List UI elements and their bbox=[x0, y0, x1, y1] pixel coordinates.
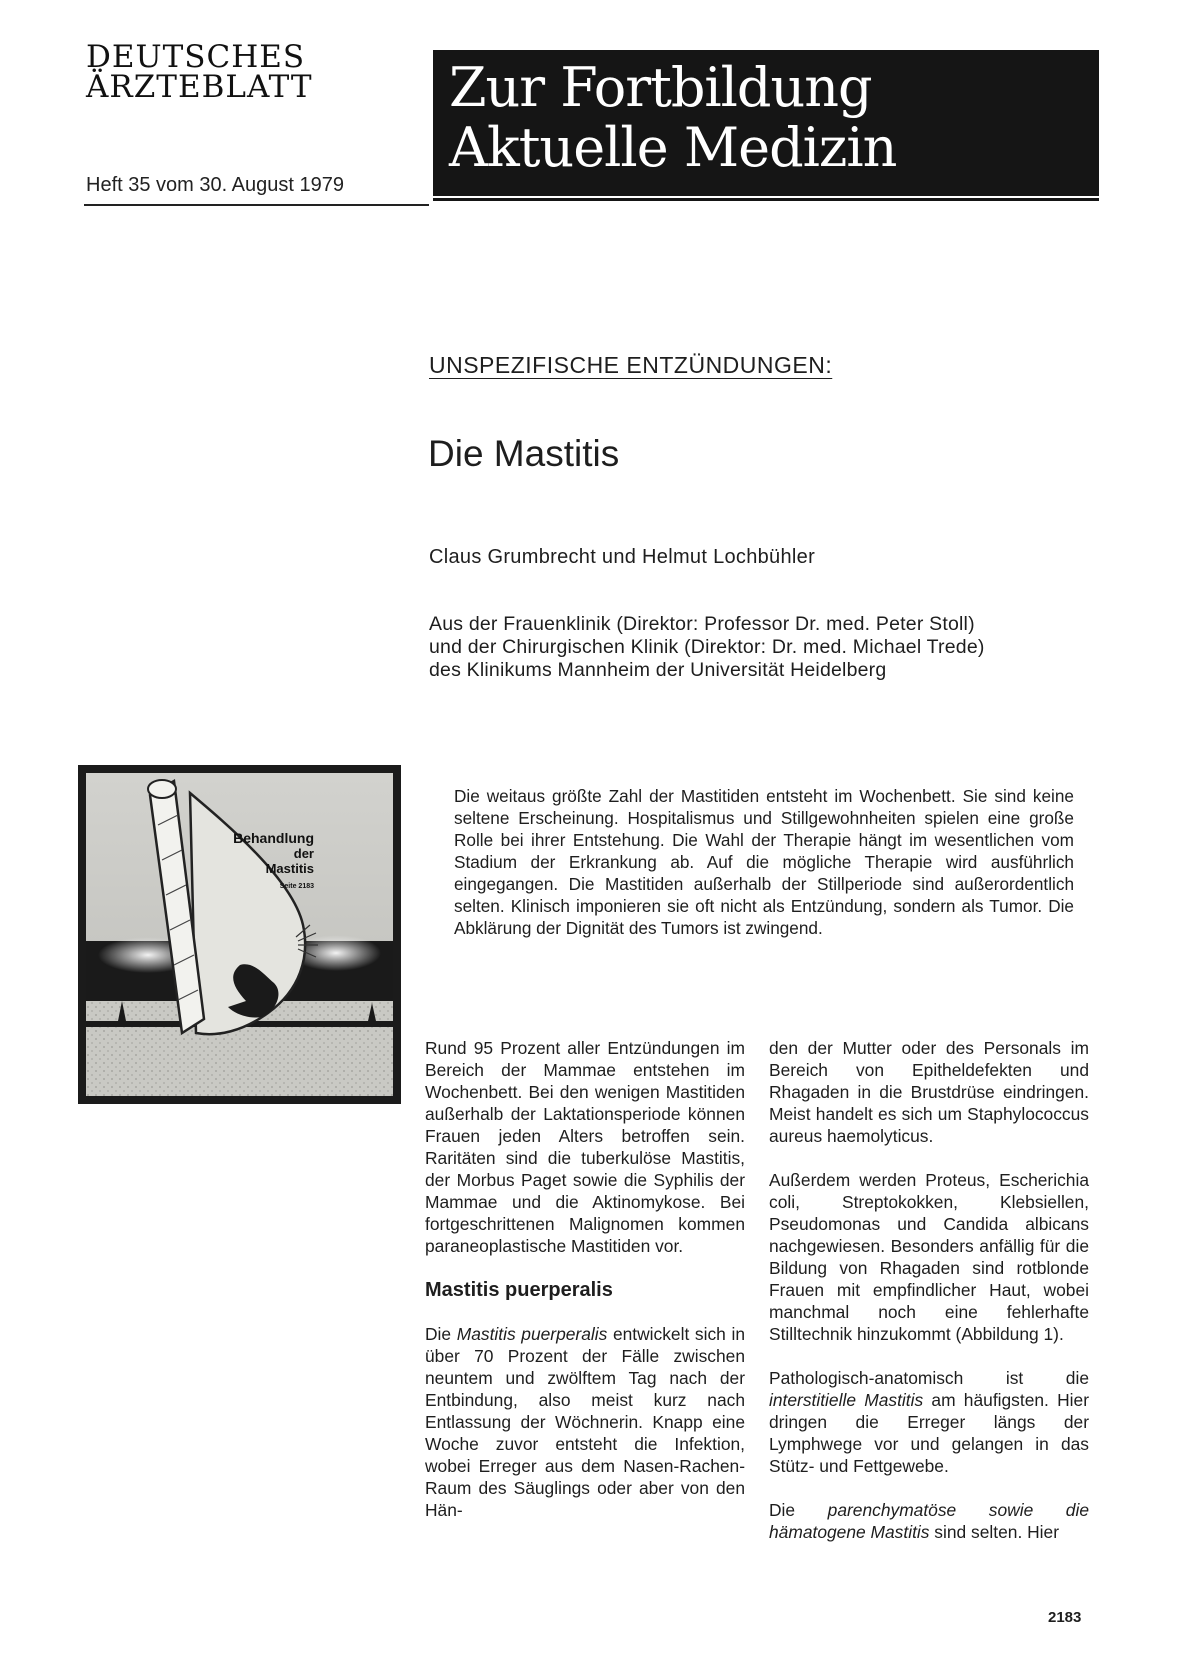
affiliation-line: Aus der Frauenklinik (Direktor: Professor Dr. med. Peter Stoll) bbox=[429, 613, 975, 635]
affiliation-line: des Klinikums Mannheim der Universität Heidelberg bbox=[429, 659, 887, 681]
article-authors: Claus Grumbrecht und Helmut Lochbühler bbox=[429, 546, 816, 568]
body-column-left bbox=[425, 1037, 745, 1543]
article-kicker: UNSPEZIFISCHE ENTZÜNDUNGEN: bbox=[429, 352, 833, 378]
cover-title-line1: Behandlung bbox=[233, 830, 314, 846]
italic-term: interstitielle Mastitis bbox=[769, 1390, 924, 1410]
affiliation-line: und der Chirurgischen Klinik (Direktor: Dr. med. Michael Trede) bbox=[429, 636, 985, 658]
text-run: am häufigsten. Hier dringen die Erreger längs der Lymphwege vor und gelangen in das Stütz- und Fettgewebe. bbox=[769, 1390, 1090, 1476]
text-run: entwickelt sich in über 70 Prozent der Fälle zwischen neuntem und zwölftem Tag nach der Entbindung, also meist kurz nach Entlassung der Wöchnerin. Knapp eine Woche zuvor entsteht die Infektion, wobei Erreger aus dem Nasen-Rachen-Raum des Säuglings oder aber von den Hän- bbox=[425, 1324, 746, 1520]
section-banner-line2: Aktuelle Medizin bbox=[449, 116, 897, 179]
cover-code: Seite 2183 bbox=[279, 883, 314, 890]
article-affiliation bbox=[429, 613, 985, 682]
cover-title-line2: der bbox=[293, 846, 314, 861]
section-banner-line1: Zur Fortbildung bbox=[449, 56, 872, 119]
body-paragraph bbox=[769, 1499, 1089, 1543]
text-run: Pathologisch-anatomisch ist die bbox=[769, 1368, 1089, 1388]
cover-illustration bbox=[78, 765, 401, 1104]
body-paragraph: Außerdem werden Proteus, Escherichia coli, Streptokokken, Klebsiellen, Pseudomonas und Candida albicans nachgewiesen. Besonders anfällig für die Bildung von Rhagaden sind rotblonde Frauen mit empfindlicher Haut, wobei manchmal noch eine fehlerhafte Stilltechnik hinzukommt (Abbildung 1). bbox=[769, 1170, 1089, 1344]
page-number: 2183 bbox=[1048, 1609, 1082, 1626]
section-heading: Mastitis puerperalis bbox=[425, 1279, 613, 1301]
journal-name-line1: DEUTSCHES bbox=[86, 39, 306, 75]
italic-term: parenchymatöse sowie die hämatogene Mastitis bbox=[769, 1500, 1089, 1542]
text-run: Die bbox=[425, 1324, 457, 1344]
section-banner bbox=[433, 50, 1099, 196]
body-paragraph bbox=[769, 1367, 1089, 1477]
journal-name-line2: ÄRZTEBLATT bbox=[86, 69, 313, 105]
italic-term: Mastitis puerperalis bbox=[456, 1324, 608, 1344]
text-run: sind selten. Hier bbox=[929, 1522, 1059, 1542]
text-run: Die bbox=[769, 1500, 828, 1520]
breast-anatomy-illustration bbox=[78, 765, 401, 1104]
article-abstract: Die weitaus größte Zahl der Mastitiden entsteht im Wochenbett. Sie sind keine seltene Erscheinung. Hospitalismus und Stillgewohnheiten spielen eine große Rolle bei ihrer Entstehung. Die Wahl der Therapie hängt im wesentlichen vom Stadium der Erkrankung ab. Auf die mögliche Therapie wird ausführlich eingegangen. Die Mastitiden außerhalb der Stillperiode sind außerordentlich selten. Klinisch imponieren sie oft nicht als Entzündung, sondern als Tumor. Die Abklärung der Dignität des Tumors ist zwingend. bbox=[454, 786, 1074, 938]
journal-masthead bbox=[86, 39, 416, 105]
body-column-right bbox=[769, 1037, 1089, 1565]
body-paragraph: den der Mutter oder des Personals im Bereich von Epitheldefekten und Rhagaden in die Brustdrüse eindringen. Meist handelt es sich um Staphylococcus aureus haemolyticus. bbox=[769, 1038, 1089, 1146]
cover-title-line3: Mastitis bbox=[265, 861, 314, 876]
article-title: Die Mastitis bbox=[428, 433, 620, 474]
issue-date: Heft 35 vom 30. August 1979 bbox=[86, 174, 344, 196]
masthead-rule bbox=[84, 204, 429, 206]
body-paragraph: Rund 95 Prozent aller Entzündungen im Bereich der Mammae entstehen im Wochenbett. Bei den wenigen Mastitiden außerhalb der Laktationsperiode können Frauen jeden Alters betroffen sein. Raritäten sind die tuberkulöse Mastitis, der Morbus Paget sowie die Syphilis der Mammae und die Aktinomykose. Bei fortgeschrittenen Malignomen kommen paraneoplastische Mastitiden vor. bbox=[425, 1038, 745, 1256]
body-paragraph bbox=[425, 1323, 745, 1521]
section-banner-rule bbox=[433, 198, 1099, 201]
